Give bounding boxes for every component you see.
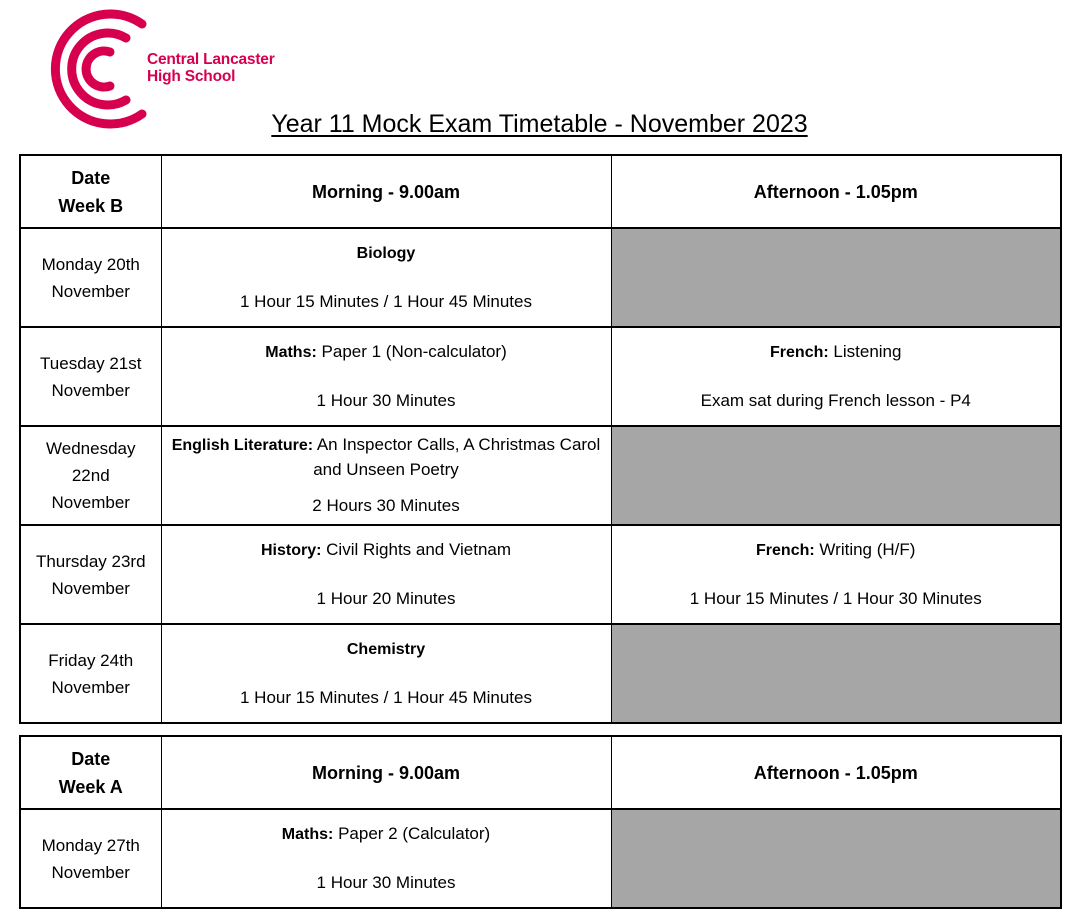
day-cell xyxy=(20,327,161,426)
table-row xyxy=(20,228,1061,327)
exam-duration: 1 Hour 30 Minutes xyxy=(316,391,456,410)
header-row xyxy=(20,155,1061,228)
day-line: Monday 20th xyxy=(41,254,140,274)
afternoon-empty-cell xyxy=(611,426,1061,525)
exam-title xyxy=(162,637,611,662)
day-cell xyxy=(20,525,161,624)
week-label: Week B xyxy=(58,195,124,216)
exam-duration: Exam sat during French lesson - P4 xyxy=(700,391,971,410)
school-name-line1: Central Lancaster xyxy=(147,51,275,68)
date-label: Date xyxy=(71,748,111,769)
day-line: Wednesday xyxy=(46,439,136,458)
exam-title xyxy=(162,433,611,458)
day-line: Monday 27th xyxy=(41,835,140,855)
timetable-week-a xyxy=(19,735,1062,909)
exam-paper: Paper 2 (Calculator) xyxy=(333,824,491,843)
afternoon-header: Afternoon - 1.05pm xyxy=(611,736,1061,809)
week-label: Week A xyxy=(58,776,123,797)
exam-duration: 1 Hour 20 Minutes xyxy=(316,589,456,608)
exam-paper: Paper 1 (Non-calculator) xyxy=(316,342,507,361)
exam-duration: 1 Hour 15 Minutes / 1 Hour 45 Minutes xyxy=(240,292,532,311)
morning-exam-cell xyxy=(161,525,611,624)
afternoon-exam-cell xyxy=(611,327,1061,426)
day-cell xyxy=(20,228,161,327)
morning-exam-cell xyxy=(161,809,611,908)
school-name-line2: High School xyxy=(147,68,236,85)
morning-header: Morning - 9.00am xyxy=(161,736,611,809)
day-line: Friday 24th xyxy=(48,650,134,670)
day-line: Tuesday 21st xyxy=(40,353,142,373)
morning-exam-cell xyxy=(161,228,611,327)
afternoon-empty-cell xyxy=(611,809,1061,908)
exam-title xyxy=(162,340,611,365)
afternoon-empty-cell xyxy=(611,624,1061,723)
day-cell xyxy=(20,624,161,723)
exam-subject: Biology xyxy=(356,245,416,262)
morning-exam-cell xyxy=(161,327,611,426)
exam-title xyxy=(162,538,611,563)
exam-subject: English Literature: xyxy=(171,437,314,454)
exam-title xyxy=(162,241,611,266)
exam-subject: History: xyxy=(260,542,322,559)
exam-paper: Listening xyxy=(828,342,902,361)
date-header xyxy=(20,155,161,228)
day-line: November xyxy=(51,493,130,512)
morning-exam-cell xyxy=(161,624,611,723)
exam-subject: French: xyxy=(770,344,829,361)
day-line: November xyxy=(51,281,130,301)
afternoon-empty-cell xyxy=(611,228,1061,327)
exam-title xyxy=(612,340,1061,365)
day-cell xyxy=(20,426,161,525)
exam-subject: Chemistry xyxy=(346,641,426,658)
exam-paper: An Inspector Calls, A Christmas Carol xyxy=(313,435,601,454)
exam-title xyxy=(612,538,1061,563)
afternoon-exam-cell xyxy=(611,525,1061,624)
school-name xyxy=(147,51,275,85)
exam-subject: Maths: xyxy=(265,344,317,361)
afternoon-header: Afternoon - 1.05pm xyxy=(611,155,1061,228)
exam-paper: Writing (H/F) xyxy=(814,540,916,559)
exam-duration: 1 Hour 15 Minutes / 1 Hour 30 Minutes xyxy=(689,589,982,608)
exam-duration: 1 Hour 15 Minutes / 1 Hour 45 Minutes xyxy=(240,688,532,707)
day-line: November xyxy=(51,862,130,882)
table-row xyxy=(20,327,1061,426)
exam-duration: 2 Hours 30 Minutes xyxy=(312,496,460,515)
exam-paper-cont: and Unseen Poetry xyxy=(313,460,459,479)
table-row xyxy=(20,624,1061,723)
date-label: Date xyxy=(71,167,111,188)
timetable-week-b xyxy=(19,154,1062,724)
table-row xyxy=(20,809,1061,908)
day-line: Thursday 23rd xyxy=(35,551,146,571)
date-header xyxy=(20,736,161,809)
day-line: November xyxy=(51,677,130,697)
exam-subject: Maths: xyxy=(281,826,334,843)
morning-exam-cell xyxy=(161,426,611,525)
day-line: 22nd xyxy=(71,466,110,485)
header-row xyxy=(20,736,1061,809)
table-row xyxy=(20,426,1061,525)
page-title: Year 11 Mock Exam Timetable - November 2023 xyxy=(271,110,808,138)
exam-paper: Civil Rights and Vietnam xyxy=(321,540,512,559)
exam-duration: 1 Hour 30 Minutes xyxy=(316,873,456,892)
table-row xyxy=(20,525,1061,624)
day-line: November xyxy=(51,578,130,598)
day-cell xyxy=(20,809,161,908)
exam-title xyxy=(162,822,611,847)
exam-subject: French: xyxy=(756,542,815,559)
morning-header: Morning - 9.00am xyxy=(161,155,611,228)
day-line: November xyxy=(51,380,130,400)
